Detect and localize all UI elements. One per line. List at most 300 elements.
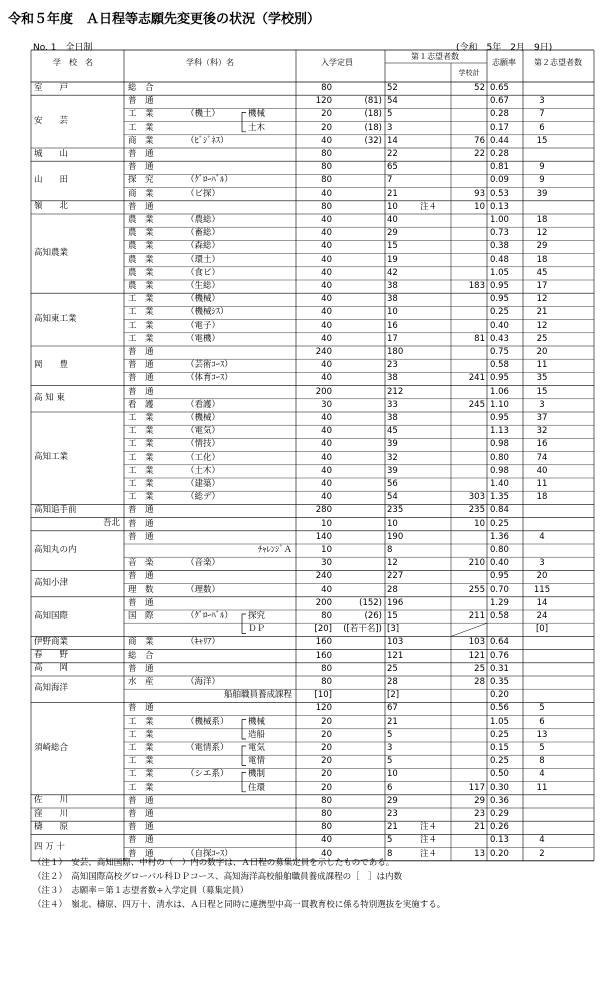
page-title: 令和５年度 Ａ日程等志願先変更後の状況（学校別） — [8, 12, 321, 27]
dept-name: 普 通 — [128, 373, 154, 384]
ratio-value: 0.26 — [490, 822, 509, 833]
first-choice-value: 28 — [387, 677, 398, 687]
capacity-value: 30 — [321, 399, 332, 410]
dept-name: 総 合 — [128, 83, 154, 93]
dept-name: 工 業 — [128, 122, 154, 133]
first-choice-value: 212 — [387, 386, 404, 397]
capacity-value: 40 — [321, 584, 332, 595]
second-choice-value: 39 — [536, 188, 548, 199]
dept-name: 水 産 — [128, 677, 154, 687]
course-name: （ビ探） — [186, 188, 221, 199]
school-name: 佐 川 — [34, 795, 69, 806]
capacity-value: 240 — [315, 347, 332, 357]
school-total-value: 183 — [468, 281, 485, 291]
capacity-value: 200 — [315, 386, 332, 397]
first-choice-value: 38 — [387, 281, 398, 291]
school-name: 高知追手前 — [34, 505, 77, 515]
second-choice-value: 4 — [539, 769, 545, 780]
dept-name: 音 楽 — [128, 558, 154, 569]
ratio-value: 1.05 — [490, 716, 509, 727]
course-name: （海洋） — [186, 677, 221, 687]
header-school-total: 学校計 — [458, 69, 480, 77]
capacity-value: 80 — [321, 677, 332, 687]
course-name: （畜総） — [186, 228, 221, 239]
dept-name: 農 業 — [128, 281, 154, 291]
capacity-value: 240 — [315, 571, 332, 582]
capacity-value: 20 — [321, 782, 332, 793]
ratio-value: 1.06 — [490, 386, 509, 397]
capacity-value: 40 — [321, 333, 332, 344]
course-name: （体育ｺｰｽ） — [186, 373, 233, 384]
dept-name: 普 通 — [128, 149, 154, 159]
school-name: 高 岡 — [34, 663, 69, 674]
ratio-value: 0.13 — [490, 201, 509, 212]
dept-name: 工 業 — [128, 492, 154, 503]
school-name: 須崎総合 — [34, 742, 69, 753]
capacity-value: 40 — [321, 492, 332, 503]
first-choice-value: 227 — [387, 571, 404, 582]
header-second-choice: 第２志望者数 — [534, 58, 582, 67]
capacity-value: 120 — [315, 96, 332, 107]
first-choice-value: 65 — [387, 162, 398, 173]
first-choice-value: 39 — [387, 439, 398, 450]
second-choice-value: 3 — [539, 96, 545, 107]
capacity-value: 20 — [321, 109, 332, 120]
ratio-value: 0.28 — [490, 109, 509, 120]
course-name: （建築） — [186, 479, 221, 489]
first-choice-value: 3 — [387, 743, 393, 753]
capacity-value: 20 — [321, 729, 332, 740]
second-choice-value: 11 — [536, 782, 548, 793]
dept-name: 工 業 — [128, 294, 154, 305]
first-choice-value: 103 — [387, 637, 404, 648]
school-name: 城 山 — [34, 148, 69, 159]
second-choice-value: 11 — [536, 360, 548, 371]
sub-course-label: 機械 — [248, 109, 266, 120]
ratio-value: 0.25 — [490, 729, 509, 740]
header-course: 学科（科）名 — [186, 58, 234, 67]
course-name: （電子） — [186, 320, 221, 331]
second-choice-value: 11 — [536, 479, 548, 489]
note-2: （注２） 高知国際高校グローバル科ＤＰコース、高知海洋高校船舶職員養成課程の［ ］は内数 — [33, 872, 403, 882]
ratio-value: 0.28 — [490, 149, 509, 159]
second-choice-value: 6 — [539, 122, 545, 133]
capacity-value: 40 — [321, 848, 332, 859]
second-choice-value: 13 — [536, 729, 548, 740]
first-choice-value: 38 — [387, 373, 398, 384]
ratio-value: 1.00 — [490, 215, 509, 225]
course-name: （ｸﾞﾛｰﾊﾞﾙ） — [186, 611, 233, 621]
first-choice-value: 67 — [387, 703, 398, 714]
first-choice-value: [2] — [387, 690, 400, 701]
capacity-value: 40 — [321, 320, 332, 331]
capacity-value: 20 — [321, 122, 332, 133]
second-choice-value: 6 — [539, 716, 545, 727]
capacity-value: 80 — [321, 795, 332, 806]
second-choice-value: [0] — [535, 624, 549, 635]
ratio-value: 0.50 — [490, 769, 509, 780]
capacity-value: 80 — [321, 83, 332, 93]
a-schedule-capacity: (18) — [364, 122, 382, 133]
ratio-value: 0.67 — [490, 96, 509, 107]
note-marker: 注４ — [420, 822, 438, 833]
first-choice-value: 22 — [387, 149, 398, 159]
capacity-value: 80 — [321, 822, 332, 833]
school-total-value: 303 — [468, 492, 485, 503]
course-name: （食ビ） — [186, 267, 221, 278]
sub-course-label: ＤＰ — [248, 624, 266, 635]
note-marker: 注４ — [420, 201, 438, 212]
school-name: 高 知 東 — [34, 392, 65, 403]
ratio-value: 0.29 — [490, 809, 509, 819]
capacity-value: 200 — [315, 597, 332, 608]
course-name: （芸術ｺｰｽ） — [186, 360, 233, 371]
school-name: 伊野商業 — [34, 637, 69, 647]
capacity-value: 40 — [321, 373, 332, 384]
first-choice-value: [3] — [387, 624, 400, 635]
second-choice-value: 9 — [539, 162, 545, 173]
first-choice-value: 54 — [387, 492, 398, 503]
school-total-value: 22 — [474, 149, 485, 159]
school-total-value: 93 — [474, 188, 485, 199]
capacity-value: 80 — [321, 663, 332, 674]
second-choice-value: 45 — [536, 267, 548, 278]
note-marker: 注４ — [420, 848, 438, 859]
capacity-value: 40 — [321, 426, 332, 437]
school-total-value: 235 — [468, 505, 485, 516]
ratio-value: 0.20 — [490, 848, 509, 859]
ratio-value: 0.98 — [490, 465, 509, 476]
note-marker: 注４ — [420, 835, 438, 846]
first-choice-value: 5 — [387, 729, 393, 740]
capacity-value: 280 — [315, 505, 332, 516]
sub-course-label: 探究 — [248, 611, 266, 621]
school-name: 高知海洋 — [34, 683, 69, 694]
ratio-value: 1.13 — [490, 426, 509, 437]
first-choice-value: 16 — [387, 320, 398, 331]
second-choice-value: 115 — [533, 584, 551, 595]
ratio-value: 0.36 — [490, 795, 509, 806]
first-choice-value: 56 — [387, 479, 398, 489]
ratio-value: 0.15 — [490, 743, 509, 753]
ratio-value: 0.95 — [490, 571, 509, 582]
first-choice-value: 15 — [387, 241, 398, 252]
dept-name: 普 通 — [128, 822, 154, 833]
second-choice-value: 12 — [536, 228, 548, 239]
course-name: （総デ） — [186, 492, 221, 503]
second-choice-value: 16 — [536, 439, 548, 450]
dept-name: 工 業 — [128, 743, 154, 753]
second-choice-value: 8 — [539, 756, 545, 767]
course-name: （機械） — [186, 294, 221, 305]
school-total-value: 117 — [468, 782, 485, 793]
school-total-value: 13 — [474, 848, 485, 859]
capacity-value: 40 — [321, 465, 332, 476]
dept-name: 普 通 — [128, 162, 154, 173]
ratio-value: 0.09 — [490, 175, 509, 186]
first-choice-value: 8 — [387, 545, 393, 555]
school-total-value: 21 — [474, 822, 485, 833]
sub-course-label: 機械 — [248, 716, 266, 727]
note-1: （注１） 安芸、高知国際、中村の（ ）内の数字は、Ａ日程の募集定員を示したものである。 — [33, 858, 395, 868]
ratio-value: 0.35 — [490, 677, 509, 687]
school-total-value: 10 — [474, 201, 485, 212]
first-choice-value: 190 — [387, 531, 404, 542]
course-name: （森総） — [186, 241, 221, 252]
a-schedule-capacity: (152) — [359, 597, 382, 608]
header-school: 学 校 名 — [53, 58, 93, 67]
date-label: (令和 5年 2月 9日) — [456, 43, 553, 53]
capacity-value: 30 — [321, 558, 332, 569]
ratio-value: 1.10 — [490, 399, 509, 410]
school-total-value: 10 — [474, 518, 485, 529]
dept-name: 普 通 — [128, 703, 154, 714]
first-choice-value: 6 — [387, 782, 393, 793]
dept-name: 農 業 — [128, 215, 154, 225]
ratio-value: 0.40 — [490, 320, 509, 331]
first-choice-value: 23 — [387, 360, 398, 371]
ratio-value: 0.81 — [490, 162, 509, 173]
capacity-value: 40 — [321, 479, 332, 489]
ratio-value: 0.43 — [490, 333, 509, 344]
dept-name: 普 通 — [128, 571, 154, 582]
notes-section — [33, 856, 593, 912]
ratio-value: 0.58 — [490, 360, 509, 371]
ratio-value: 0.95 — [490, 294, 509, 305]
first-choice-value: 121 — [387, 650, 404, 661]
first-choice-value: 33 — [387, 399, 398, 410]
first-choice-value: 10 — [387, 769, 398, 780]
ratio-value: 0.25 — [490, 518, 509, 529]
school-name: 安 芸 — [34, 115, 69, 126]
school-total-value: 81 — [474, 333, 485, 344]
dept-name: 商 業 — [128, 135, 154, 146]
dept-name: 商 業 — [128, 637, 154, 648]
course-name: （機土） — [186, 109, 221, 120]
dept-name: 工 業 — [128, 479, 154, 489]
first-choice-value: 14 — [387, 135, 398, 146]
dept-name: 理 数 — [128, 584, 154, 595]
ratio-value: 0.30 — [490, 782, 509, 793]
first-choice-value: 40 — [387, 215, 398, 225]
ratio-value: 0.76 — [490, 650, 509, 661]
ratio-value: 0.64 — [490, 637, 509, 648]
school-name: 高知工業 — [34, 452, 69, 463]
course-name: （生総） — [186, 281, 221, 291]
capacity-value: 40 — [321, 835, 332, 846]
ratio-value: 0.48 — [490, 254, 509, 265]
capacity-value: 40 — [321, 281, 332, 291]
second-choice-value: 3 — [539, 399, 545, 410]
dept-name: 普 通 — [128, 531, 154, 542]
school-name: 岡 豊 — [34, 359, 69, 370]
capacity-value: 40 — [321, 439, 332, 450]
header-first-choice: 第１志望者数 — [411, 52, 459, 61]
first-choice-value: 12 — [387, 558, 398, 569]
school-total-value: 210 — [468, 558, 485, 569]
a-schedule-capacity: (32) — [364, 135, 382, 146]
first-choice-value: 25 — [387, 663, 398, 674]
school-name: 窪 川 — [34, 808, 69, 819]
dept-name: 工 業 — [128, 452, 154, 463]
dept-name: 国 際 — [128, 611, 154, 621]
dept-name: 商 業 — [128, 188, 154, 199]
ratio-value: 0.56 — [490, 703, 509, 714]
ratio-value: 0.95 — [490, 281, 509, 291]
second-choice-value: 40 — [536, 465, 548, 476]
school-name: 高知国際 — [34, 610, 69, 621]
capacity-value: [10] — [314, 690, 332, 701]
second-choice-value: 37 — [536, 413, 548, 423]
sub-course-label: 住環 — [248, 782, 266, 793]
school-total-value: 76 — [474, 135, 485, 146]
second-choice-value: 24 — [536, 611, 548, 621]
school-total-value: 211 — [468, 611, 485, 621]
school-total-value: 25 — [474, 663, 485, 674]
second-choice-value: 18 — [536, 492, 548, 503]
second-choice-value: 21 — [536, 307, 548, 318]
second-choice-value: 18 — [536, 254, 548, 265]
dept-name: 看 護 — [128, 399, 154, 410]
second-choice-value: 5 — [539, 703, 545, 714]
dept-name: 普 通 — [128, 597, 154, 608]
school-name: 春 野 — [34, 650, 69, 661]
sub-course-label: 造船 — [248, 729, 266, 740]
capacity-value: 160 — [315, 637, 332, 648]
dept-name: 工 業 — [128, 729, 154, 740]
dept-name: 普 通 — [128, 96, 154, 107]
dept-name: 普 通 — [128, 347, 154, 357]
capacity-value: 40 — [321, 215, 332, 225]
first-choice-value: 21 — [387, 188, 398, 199]
dept-name: 工 業 — [128, 426, 154, 437]
dept-name: 普 通 — [128, 201, 154, 212]
sub-course-label: 機制 — [248, 769, 266, 780]
first-choice-value: 180 — [387, 347, 404, 357]
dept-name: 普 通 — [128, 795, 154, 806]
a-schedule-capacity: (81) — [364, 96, 382, 107]
course-name: （電情系） — [186, 743, 229, 753]
capacity-value: 40 — [321, 307, 332, 318]
first-choice-value: 5 — [387, 109, 393, 120]
school-total-value: 121 — [468, 650, 485, 661]
first-choice-value: 29 — [387, 795, 398, 806]
dept-name: 農 業 — [128, 254, 154, 265]
course-name: （機械） — [186, 413, 221, 423]
second-choice-value: 17 — [536, 281, 548, 291]
ratio-value: 0.75 — [490, 347, 509, 357]
ratio-value: 0.53 — [490, 188, 509, 199]
school-total-value: 241 — [468, 373, 485, 384]
first-choice-value: 21 — [387, 822, 398, 833]
dept-name: 農 業 — [128, 241, 154, 252]
note-4: （注４） 嶺北、檮原、四万十、清水は、Ａ日程と同時に連携型中高一貫教育校に係る特別選抜を実施する。 — [33, 900, 446, 910]
first-choice-value: 28 — [387, 584, 398, 595]
school-total-value: 29 — [474, 795, 485, 806]
first-choice-value: 5 — [387, 756, 393, 767]
first-choice-value: 21 — [387, 716, 398, 727]
dept-name: 工 業 — [128, 465, 154, 476]
capacity-value: 80 — [321, 175, 332, 186]
second-choice-value: 18 — [536, 215, 548, 225]
ratio-value: 0.65 — [490, 83, 509, 93]
ratio-value: 1.29 — [490, 597, 509, 608]
course-name: （電気） — [186, 426, 221, 437]
dept-name: 普 通 — [128, 386, 154, 397]
school-name: 嶺 北 — [34, 201, 69, 212]
second-choice-value: 15 — [536, 386, 548, 397]
dept-name: 工 業 — [128, 320, 154, 331]
ratio-value: 0.80 — [490, 452, 509, 463]
ratio-value: 0.25 — [490, 756, 509, 767]
ratio-value: 0.13 — [490, 835, 509, 846]
dept-name: 工 業 — [128, 333, 154, 344]
a-schedule-capacity: (18) — [364, 109, 382, 120]
school-total-value: 103 — [468, 637, 485, 648]
school-name: 室 戸 — [34, 82, 69, 93]
second-choice-value: 74 — [536, 452, 548, 463]
school-name: 高知丸の内 — [34, 544, 77, 555]
ratio-value: 0.58 — [490, 611, 509, 621]
second-choice-value: 20 — [536, 347, 548, 357]
capacity-value: 20 — [321, 743, 332, 753]
first-choice-value: 23 — [387, 809, 398, 819]
first-choice-value: 52 — [387, 83, 398, 93]
capacity-value: [20] — [314, 624, 332, 635]
first-choice-value: 10 — [387, 307, 398, 318]
ratio-value: 0.25 — [490, 307, 509, 318]
school-name: 高知農業 — [34, 247, 69, 258]
capacity-value: 40 — [321, 267, 332, 278]
capacity-value: 80 — [321, 809, 332, 819]
first-choice-value: 38 — [387, 294, 398, 305]
sub-course-label: 電情 — [248, 756, 266, 767]
second-choice-value: 29 — [536, 241, 548, 252]
course-name: （電機） — [186, 333, 221, 344]
ratio-value: 0.98 — [490, 439, 509, 450]
capacity-value: 80 — [321, 149, 332, 159]
first-choice-value: 235 — [387, 505, 404, 516]
dept-name: 普 通 — [128, 518, 154, 529]
capacity-value: 10 — [321, 518, 332, 529]
course-name: 船舶職員養成課程 — [223, 690, 292, 701]
dept-name: 普 通 — [128, 360, 154, 371]
second-choice-value: 32 — [536, 426, 548, 437]
first-choice-value: 54 — [387, 96, 398, 107]
first-choice-value: 15 — [387, 611, 398, 621]
first-choice-value: 5 — [387, 835, 393, 846]
dept-name: 総 合 — [128, 650, 154, 661]
ratio-value: 0.95 — [490, 413, 509, 423]
course-name: （理数） — [186, 584, 221, 595]
capacity-value: 20 — [321, 756, 332, 767]
ratio-value: 0.20 — [490, 690, 509, 701]
capacity-value: 40 — [321, 254, 332, 265]
school-name: 四 万 十 — [34, 841, 65, 852]
first-choice-value: 38 — [387, 413, 398, 423]
school-name: 山 田 — [34, 175, 69, 185]
first-choice-value: 29 — [387, 228, 398, 239]
course-name: （農総） — [186, 215, 221, 225]
capacity-value: 160 — [315, 650, 332, 661]
school-total-value: 52 — [474, 83, 485, 93]
course-name: （看護） — [186, 399, 221, 410]
ratio-value: 0.31 — [490, 663, 509, 674]
school-name: 高知東工業 — [34, 313, 77, 324]
school-total-value: 23 — [474, 809, 485, 819]
ratio-value: 1.40 — [490, 479, 509, 489]
dept-name: 工 業 — [128, 439, 154, 450]
